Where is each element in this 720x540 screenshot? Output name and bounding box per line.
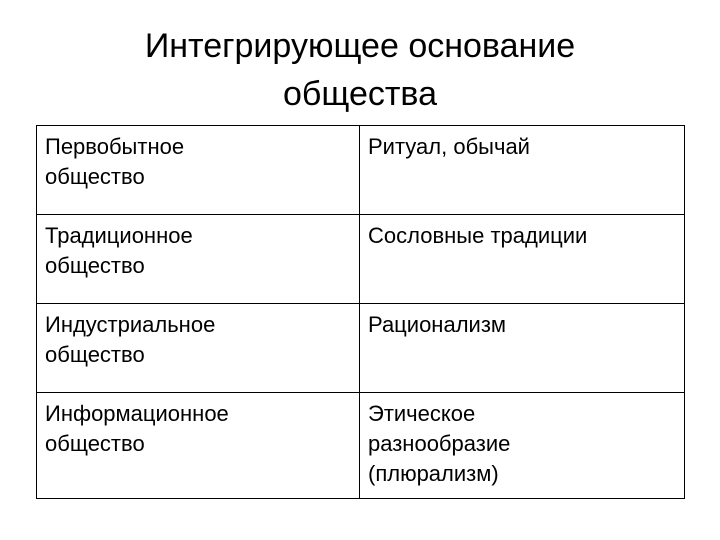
table-row — [37, 304, 685, 393]
table-row — [37, 126, 685, 215]
society-basis-table — [36, 125, 685, 499]
basis-cell: Рационализм — [360, 304, 685, 393]
table-row — [37, 393, 685, 499]
society-cell: Индустриальное общество — [37, 304, 360, 393]
basis-cell: Ритуал, обычай — [360, 126, 685, 215]
table-row — [37, 215, 685, 304]
title-line-2: общества — [282, 75, 438, 113]
society-cell: Информационное общество — [37, 393, 360, 499]
basis-cell: Сословные традиции — [360, 215, 685, 304]
basis-cell: Этическое разнообразие (плюрализм) — [360, 393, 685, 499]
title-line-1: Интегрирующее основание — [144, 27, 576, 65]
page-title — [60, 22, 660, 118]
society-cell: Традиционное общество — [37, 215, 360, 304]
society-cell: Первобытное общество — [37, 126, 360, 215]
